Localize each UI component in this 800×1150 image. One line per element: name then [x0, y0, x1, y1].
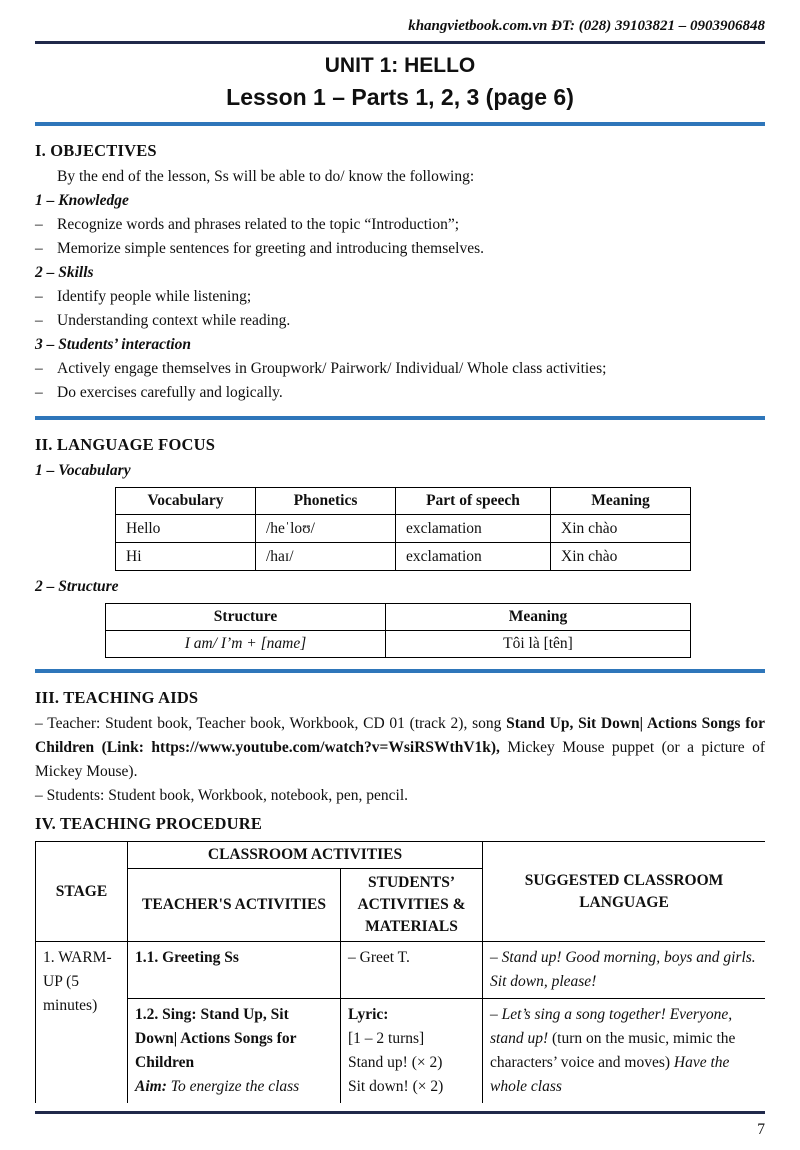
- structure-header-row: [106, 604, 691, 631]
- divider-blue-middle: [35, 416, 765, 420]
- activity-title: 1.1. Greeting Ss: [135, 949, 239, 966]
- lyric-label: Lyric:: [348, 1006, 389, 1023]
- vocab-cell: Xin chào: [551, 543, 691, 571]
- vocab-cell: Xin chào: [551, 515, 691, 543]
- stage-cell: 1. WARM-UP (5 minutes): [36, 942, 128, 1104]
- students-activity-cell: – Greet T.: [341, 942, 483, 999]
- vocab-header-part-of-speech: Part of speech: [396, 488, 551, 515]
- objective-item: [35, 213, 765, 237]
- vocab-cell: Hi: [116, 543, 256, 571]
- objective-item-text: Recognize words and phrases related to the topic “Introduction”;: [57, 216, 460, 233]
- table-row: [106, 631, 691, 658]
- header-rule: [35, 41, 765, 44]
- aim-text: To energize the class: [166, 1078, 300, 1095]
- section-objectives: [35, 139, 765, 405]
- objectives-heading: I. OBJECTIVES: [35, 141, 157, 160]
- objective-item: [35, 285, 765, 309]
- objective-group-label-skills: 2 – Skills: [35, 264, 94, 281]
- page-number: 7: [757, 1121, 765, 1138]
- dash-bullet: –: [35, 288, 43, 305]
- objective-group-label-interaction: 3 – Students’ interaction: [35, 336, 192, 353]
- procedure-table: [35, 841, 765, 1103]
- objective-item-text: Memorize simple sentences for greeting and introducing themselves.: [57, 240, 484, 257]
- objective-item-text: Do exercises carefully and logically.: [57, 384, 283, 401]
- section-teaching-aids: [35, 686, 765, 808]
- procedure-header-row-1: [36, 842, 766, 869]
- col-header-classroom-activities: CLASSROOM ACTIVITIES: [128, 842, 483, 869]
- objective-item-text: Understanding context while reading.: [57, 312, 291, 329]
- vocab-header-vocabulary: Vocabulary: [116, 488, 256, 515]
- suggested-language-direction: (turn on the music, mimic the characters’ voice and moves): [490, 1030, 736, 1071]
- structure-header-structure: Structure: [106, 604, 386, 631]
- structure-cell: I am/ I’m + [name]: [106, 631, 386, 658]
- teacher-activity-cell: [128, 999, 341, 1104]
- col-header-students-activities: STUDENTS’ ACTIVITIES & MATERIALS: [341, 869, 483, 942]
- vocab-header-row: [116, 488, 691, 515]
- procedure-row-2: [36, 999, 766, 1104]
- structure-cell: Tôi là [tên]: [386, 631, 691, 658]
- suggested-language-text: Have the whole class: [490, 1054, 730, 1095]
- vocab-header-meaning: Meaning: [551, 488, 691, 515]
- song-link-text: (Link: https://www.youtube.com/watch?v=WsiRSWthV1k),: [94, 739, 500, 756]
- footer-rule: [35, 1111, 765, 1114]
- section-teaching-procedure: [35, 812, 765, 1103]
- vocab-cell: /heˈloʊ/: [256, 515, 396, 543]
- dash-bullet: –: [35, 216, 43, 233]
- structure-label: 2 – Structure: [35, 578, 119, 595]
- col-header-suggested-language: SUGGESTED CLASSROOM LANGUAGE: [483, 842, 765, 942]
- suggested-language-cell: [483, 999, 765, 1104]
- dash-bullet: –: [35, 240, 43, 257]
- lyric-line: Stand up! (× 2): [348, 1054, 443, 1071]
- doc-title: UNIT 1: HELLO: [324, 54, 476, 77]
- teacher-activity-cell: [128, 942, 341, 999]
- song-title-text: Stand Up, Sit Down| Actions Songs for Children: [35, 715, 765, 756]
- structure-table: [105, 603, 691, 658]
- vocab-cell: Hello: [116, 515, 256, 543]
- vocabulary-table: [115, 487, 691, 571]
- teacher-aids-text: Mickey Mouse puppet (or a picture of Mickey Mouse).: [35, 739, 765, 780]
- doc-subtitle: Lesson 1 – Parts 1, 2, 3 (page 6): [226, 84, 574, 110]
- divider-blue-top: [35, 122, 765, 126]
- vocabulary-label: 1 – Vocabulary: [35, 462, 131, 479]
- vocab-cell: exclamation: [396, 543, 551, 571]
- procedure-heading: IV. TEACHING PROCEDURE: [35, 814, 263, 833]
- language-focus-heading: II. LANGUAGE FOCUS: [35, 435, 216, 454]
- table-row: [116, 543, 691, 571]
- col-header-stage: STAGE: [36, 842, 128, 942]
- section-language-focus: [35, 433, 765, 658]
- page-footer: [35, 1106, 765, 1140]
- divider-blue-bottom: [35, 669, 765, 673]
- lyric-line: Sit down! (× 2): [348, 1078, 444, 1095]
- vocab-cell: /haɪ/: [256, 543, 396, 571]
- teacher-aids-text: – Teacher: Student book, Teacher book, Workbook, CD 01 (track 2), song: [35, 715, 507, 732]
- objective-item: [35, 357, 765, 381]
- procedure-row-1: [36, 942, 766, 999]
- table-row: [116, 515, 691, 543]
- vocab-header-phonetics: Phonetics: [256, 488, 396, 515]
- col-header-teacher-activities: TEACHER'S ACTIVITIES: [128, 869, 341, 942]
- teaching-aids-teacher: [35, 712, 765, 784]
- aim-label: Aim:: [135, 1078, 167, 1095]
- structure-header-meaning: Meaning: [386, 604, 691, 631]
- suggested-language-cell: – Stand up! Good morning, boys and girls. Sit down, please!: [483, 942, 765, 999]
- page-header: [35, 16, 765, 44]
- dash-bullet: –: [35, 384, 43, 401]
- objective-item-text: Actively engage themselves in Groupwork/ Pairwork/ Individual/ Whole class activities;: [57, 360, 607, 377]
- objective-item-text: Identify people while listening;: [57, 288, 252, 305]
- objective-group-label-knowledge: 1 – Knowledge: [35, 192, 129, 209]
- objective-item: [35, 381, 765, 405]
- teaching-aids-students: – Students: Student book, Workbook, notebook, pen, pencil.: [35, 787, 409, 804]
- dash-bullet: –: [35, 360, 43, 377]
- teaching-aids-heading: III. TEACHING AIDS: [35, 688, 199, 707]
- objectives-intro: By the end of the lesson, Ss will be able to do/ know the following:: [57, 168, 475, 185]
- header-contact: khangvietbook.com.vn ĐT: (028) 39103821 – 0903906848: [408, 18, 765, 34]
- students-activity-cell: [341, 999, 483, 1104]
- activity-title: 1.2. Sing: Stand Up, Sit Down| Actions Songs for Children: [135, 1006, 297, 1071]
- vocab-cell: exclamation: [396, 515, 551, 543]
- objective-item: [35, 237, 765, 261]
- procedure-table-wrap: [35, 841, 765, 1103]
- objective-item: [35, 309, 765, 333]
- lyric-line: [1 – 2 turns]: [348, 1030, 425, 1047]
- suggested-language-text: – Let’s sing a song together! Everyone, stand up!: [490, 1006, 733, 1047]
- dash-bullet: –: [35, 312, 43, 329]
